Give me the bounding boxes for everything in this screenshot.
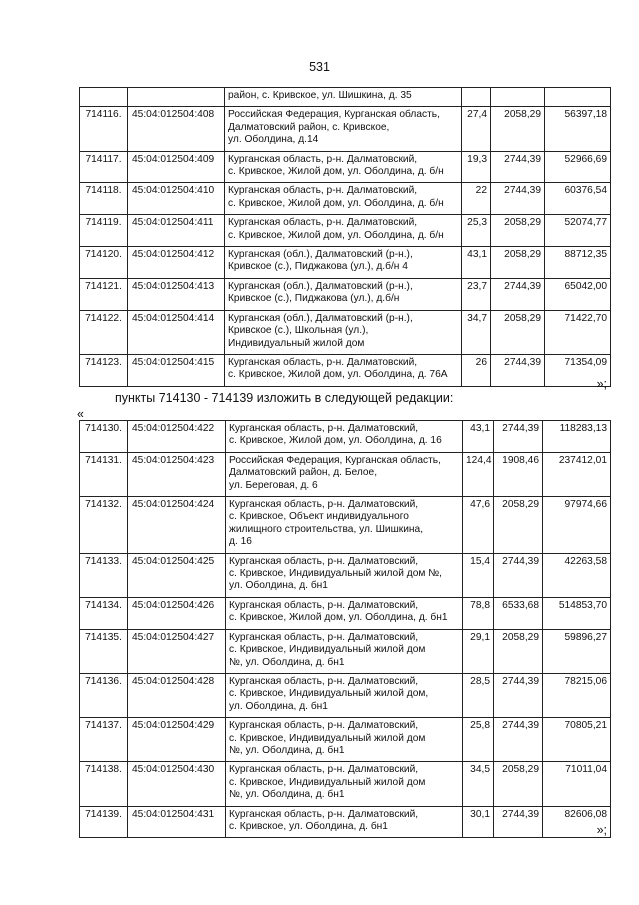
table-row — [80, 183, 611, 215]
address-cell: Российская Федерация, Курганская область, Далматовский район, д. Белое, ул. Береговая, д. 6 — [226, 452, 463, 496]
unit-price-cell: 2744,39 — [494, 718, 543, 762]
cadastral-number: 45:04:012504:411 — [128, 215, 225, 247]
opening-quote: « — [77, 407, 84, 421]
total-value-cell: 65042,00 — [545, 278, 611, 310]
table-row — [80, 673, 611, 717]
cadastral-number: 45:04:012504:430 — [128, 762, 226, 806]
table-row — [80, 597, 611, 629]
area-cell: 25,8 — [463, 718, 494, 762]
row-number: 714116. — [80, 107, 128, 151]
unit-price-cell: 2744,39 — [494, 421, 543, 453]
unit-price-cell: 2058,29 — [494, 629, 543, 673]
unit-price-cell: 6533,68 — [494, 597, 543, 629]
row-number: 714134. — [80, 597, 128, 629]
unit-price-cell: 2058,29 — [494, 497, 543, 554]
area-cell: 22 — [462, 183, 491, 215]
address-cell: Курганская область, р-н. Далматовский, с. Кривское, Индивидуальный жилой дом №, ул. Оболдина, д. бн1 — [226, 718, 463, 762]
total-value-cell: 97974,66 — [543, 497, 611, 554]
table-row — [80, 310, 611, 354]
table-row — [80, 629, 611, 673]
cadastral-number: 45:04:012504:422 — [128, 421, 226, 453]
address-cell: Курганская (обл.), Далматовский (р-н.), Кривское (с.), Пиджакова (ул.), д.б/н 4 — [225, 247, 462, 279]
total-value-cell: 60376,54 — [545, 183, 611, 215]
row-number: 714133. — [80, 553, 128, 597]
table-row — [80, 553, 611, 597]
table-row — [80, 718, 611, 762]
total-value-cell: 71011,04 — [543, 762, 611, 806]
address-cell: Российская Федерация, Курганская область, Далматовский район, с. Кривское, ул. Оболдина, д.14 — [225, 107, 462, 151]
cadastral-number: 45:04:012504:425 — [128, 553, 226, 597]
unit-price-cell: 2744,39 — [494, 673, 543, 717]
cadastral-number: 45:04:012504:415 — [128, 354, 225, 386]
cadastral-number: 45:04:012504:426 — [128, 597, 226, 629]
closing-quote-2: »; — [596, 823, 607, 837]
cadastral-number: 45:04:012504:429 — [128, 718, 226, 762]
address-cell: Курганская область, р-н. Далматовский, с. Кривское, Жилой дом, ул. Оболдина, д. б/н — [225, 183, 462, 215]
address-cell: Курганская область, р-н. Далматовский, с. Кривское, Индивидуальный жилой дом №, ул. Оболдина, д. бн1 — [226, 762, 463, 806]
address-cell: Курганская область, р-н. Далматовский, с. Кривское, Жилой дом, ул. Оболдина, д. 16 — [226, 421, 463, 453]
address-cell: Курганская область, р-н. Далматовский, с. Кривское, ул. Оболдина, д. бн1 — [226, 806, 463, 838]
total-value-cell — [545, 88, 611, 107]
closing-quote-1: »; — [596, 377, 607, 391]
total-value-cell: 237412,01 — [543, 452, 611, 496]
property-table-2 — [79, 420, 611, 838]
table-row — [80, 151, 611, 183]
cadastral-number: 45:04:012504:423 — [128, 452, 226, 496]
row-number: 714117. — [80, 151, 128, 183]
row-number — [80, 88, 128, 107]
unit-price-cell — [491, 88, 545, 107]
address-cell: Курганская область, р-н. Далматовский, с. Кривское, Объект индивидуального жилищного строительства, ул. Шишкина, д. 16 — [226, 497, 463, 554]
row-number: 714139. — [80, 806, 128, 838]
address-cell: Курганская область, р-н. Далматовский, с. Кривское, Жилой дом, ул. Оболдина, д. 76А — [225, 354, 462, 386]
cadastral-number: 45:04:012504:424 — [128, 497, 226, 554]
total-value-cell: 52074,77 — [545, 215, 611, 247]
table-row — [80, 107, 611, 151]
row-number: 714138. — [80, 762, 128, 806]
area-cell: 27,4 — [462, 107, 491, 151]
unit-price-cell: 2058,29 — [491, 310, 545, 354]
table-row — [80, 452, 611, 496]
row-number: 714120. — [80, 247, 128, 279]
total-value-cell: 71354,09 — [545, 354, 611, 386]
page-number: 531 — [309, 60, 330, 74]
cadastral-number — [128, 88, 225, 107]
cadastral-number: 45:04:012504:414 — [128, 310, 225, 354]
cadastral-number: 45:04:012504:409 — [128, 151, 225, 183]
row-number: 714130. — [80, 421, 128, 453]
area-cell: 29,1 — [463, 629, 494, 673]
total-value-cell: 82606,08 — [543, 806, 611, 838]
total-value-cell: 70805,21 — [543, 718, 611, 762]
area-cell: 43,1 — [462, 247, 491, 279]
total-value-cell: 42263,58 — [543, 553, 611, 597]
cadastral-number: 45:04:012504:428 — [128, 673, 226, 717]
unit-price-cell: 2058,29 — [491, 215, 545, 247]
total-value-cell: 52966,69 — [545, 151, 611, 183]
amendment-instruction: пункты 714130 - 714139 изложить в следующей редакции: — [115, 391, 454, 405]
address-cell: район, с. Кривское, ул. Шишкина, д. 35 — [225, 88, 462, 107]
row-number: 714121. — [80, 278, 128, 310]
row-number: 714137. — [80, 718, 128, 762]
table-row — [80, 762, 611, 806]
cadastral-number: 45:04:012504:410 — [128, 183, 225, 215]
area-cell: 23,7 — [462, 278, 491, 310]
address-cell: Курганская область, р-н. Далматовский, с. Кривское, Индивидуальный жилой дом №, ул. Оболдина, д. бн1 — [226, 629, 463, 673]
table-row — [80, 806, 611, 838]
cadastral-number: 45:04:012504:413 — [128, 278, 225, 310]
area-cell — [462, 88, 491, 107]
total-value-cell: 88712,35 — [545, 247, 611, 279]
area-cell: 15,4 — [463, 553, 494, 597]
row-number: 714122. — [80, 310, 128, 354]
area-cell: 47,6 — [463, 497, 494, 554]
table-row — [80, 88, 611, 107]
total-value-cell: 78215,06 — [543, 673, 611, 717]
cadastral-number: 45:04:012504:427 — [128, 629, 226, 673]
area-cell: 26 — [462, 354, 491, 386]
table-row — [80, 354, 611, 386]
unit-price-cell: 2058,29 — [491, 247, 545, 279]
address-cell: Курганская область, р-н. Далматовский, с. Кривское, Жилой дом, ул. Оболдина, д. бн1 — [226, 597, 463, 629]
row-number: 714136. — [80, 673, 128, 717]
address-cell: Курганская область, р-н. Далматовский, с. Кривское, Жилой дом, ул. Оболдина, д. б/н — [225, 151, 462, 183]
address-cell: Курганская область, р-н. Далматовский, с. Кривское, Индивидуальный жилой дом, ул. Оболдина, д. бн1 — [226, 673, 463, 717]
row-number: 714118. — [80, 183, 128, 215]
area-cell: 25,3 — [462, 215, 491, 247]
area-cell: 30,1 — [463, 806, 494, 838]
table-row — [80, 421, 611, 453]
total-value-cell: 56397,18 — [545, 107, 611, 151]
address-cell: Курганская область, р-н. Далматовский, с. Кривское, Жилой дом, ул. Оболдина, д. б/н — [225, 215, 462, 247]
address-cell: Курганская область, р-н. Далматовский, с. Кривское, Индивидуальный жилой дом №, ул. Оболдина, д. бн1 — [226, 553, 463, 597]
unit-price-cell: 2058,29 — [491, 107, 545, 151]
unit-price-cell: 2744,39 — [491, 151, 545, 183]
cadastral-number: 45:04:012504:431 — [128, 806, 226, 838]
total-value-cell: 59896,27 — [543, 629, 611, 673]
row-number: 714119. — [80, 215, 128, 247]
row-number: 714131. — [80, 452, 128, 496]
address-cell: Курганская (обл.), Далматовский (р-н.), Кривское (с.), Пиджакова (ул.), д.б/н — [225, 278, 462, 310]
row-number: 714123. — [80, 354, 128, 386]
table-row — [80, 247, 611, 279]
row-number: 714132. — [80, 497, 128, 554]
address-cell: Курганская (обл.), Далматовский (р-н.), Кривское (с.), Школьная (ул.), Индивидуальный жилой дом — [225, 310, 462, 354]
total-value-cell: 118283,13 — [543, 421, 611, 453]
total-value-cell: 71422,70 — [545, 310, 611, 354]
area-cell: 78,8 — [463, 597, 494, 629]
unit-price-cell: 2744,39 — [494, 553, 543, 597]
total-value-cell: 514853,70 — [543, 597, 611, 629]
unit-price-cell: 2744,39 — [494, 806, 543, 838]
area-cell: 19,3 — [462, 151, 491, 183]
table-row — [80, 278, 611, 310]
unit-price-cell: 2744,39 — [491, 354, 545, 386]
area-cell: 43,1 — [463, 421, 494, 453]
unit-price-cell: 2744,39 — [491, 278, 545, 310]
unit-price-cell: 2744,39 — [491, 183, 545, 215]
cadastral-number: 45:04:012504:412 — [128, 247, 225, 279]
table-row — [80, 215, 611, 247]
area-cell: 28,5 — [463, 673, 494, 717]
property-table-1 — [79, 87, 611, 387]
cadastral-number: 45:04:012504:408 — [128, 107, 225, 151]
area-cell: 34,5 — [463, 762, 494, 806]
unit-price-cell: 2058,29 — [494, 762, 543, 806]
area-cell: 34,7 — [462, 310, 491, 354]
area-cell: 124,4 — [463, 452, 494, 496]
unit-price-cell: 1908,46 — [494, 452, 543, 496]
row-number: 714135. — [80, 629, 128, 673]
table-row — [80, 497, 611, 554]
